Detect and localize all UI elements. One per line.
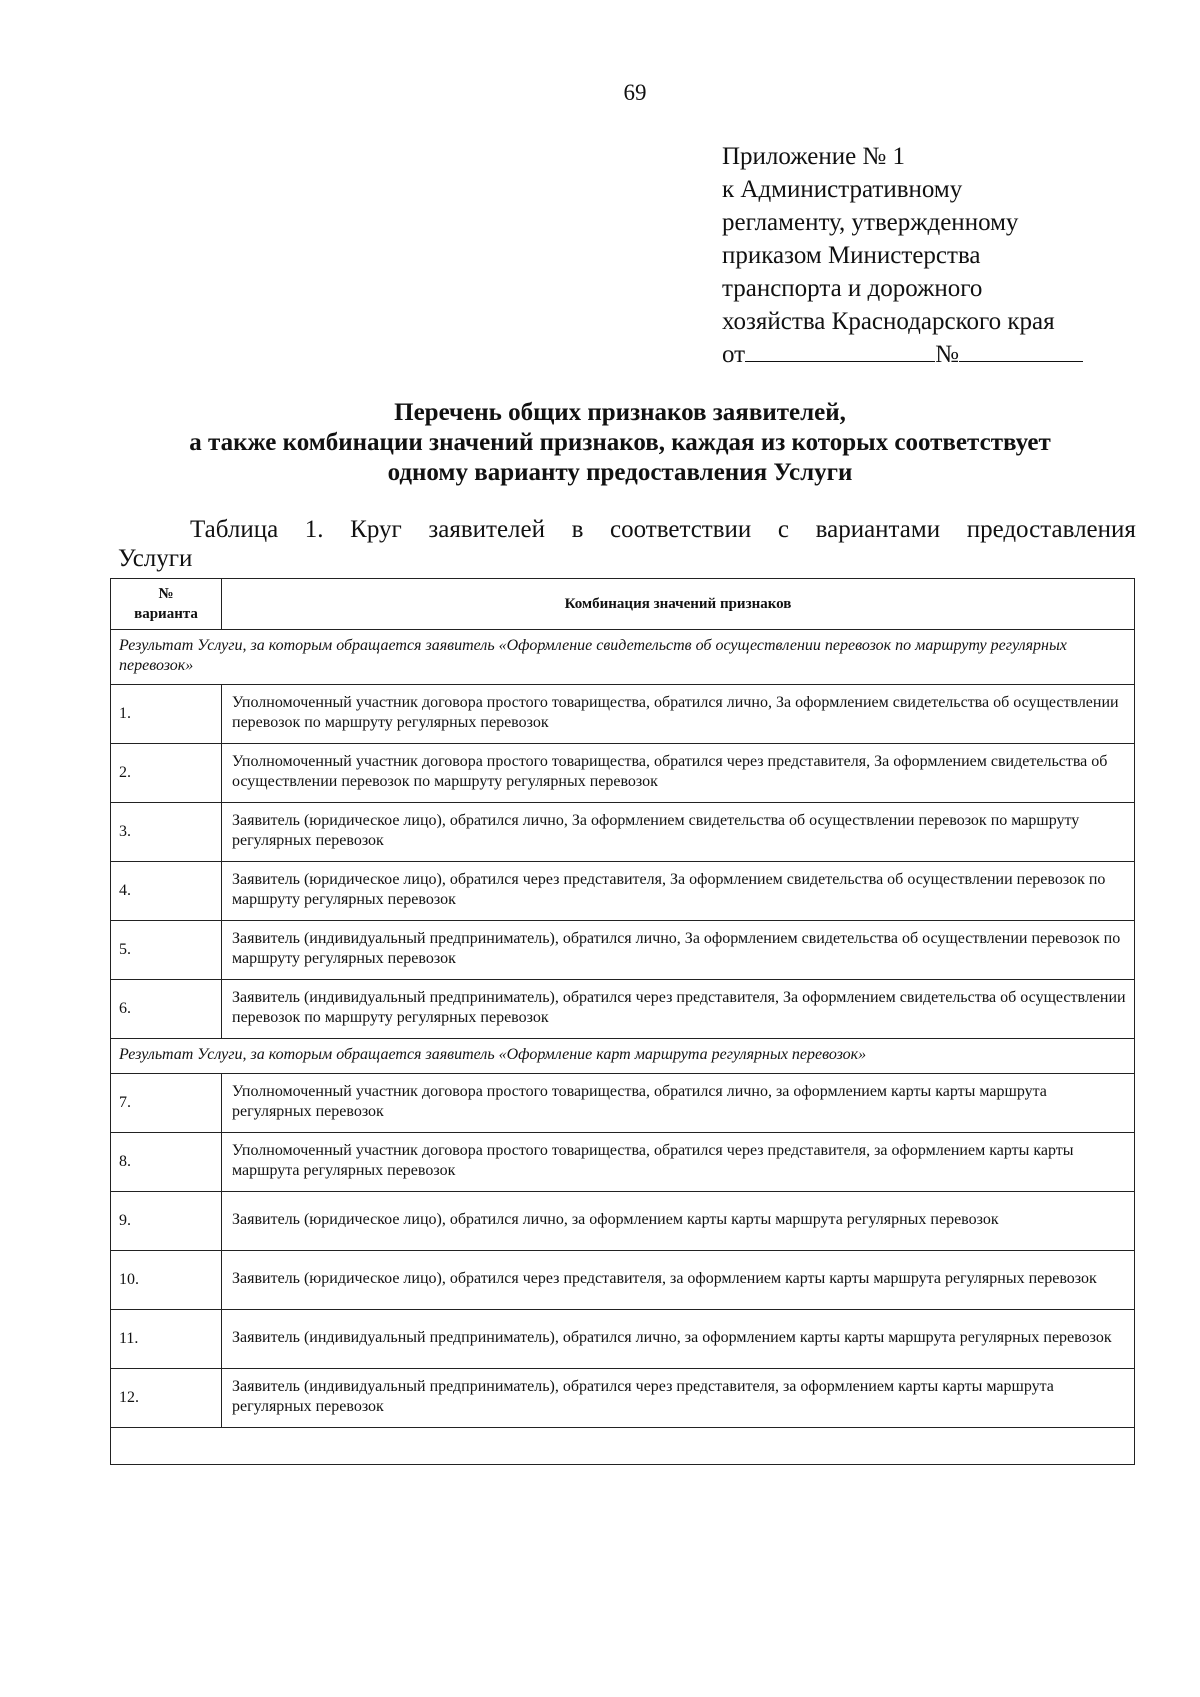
variant-combination: Уполномоченный участник договора простого товарищества, обратился лично, За оформлением свидетельства об осуществлении перевозок по маршруту регулярных перевозок — [222, 685, 1135, 744]
section-row — [111, 1039, 1135, 1074]
variant-number: 3. — [111, 803, 222, 862]
header-number-sign: № — [158, 586, 174, 602]
variant-number: 4. — [111, 862, 222, 921]
caption-word: 1. — [304, 516, 324, 543]
caption-word: Таблица — [190, 516, 279, 543]
variant-combination: Уполномоченный участник договора простого товарищества, обратился через представителя, за оформлением карты карты маршрута регулярных перевозок — [222, 1133, 1135, 1192]
caption-line — [118, 515, 1136, 544]
caption-word: вариантами — [815, 516, 941, 543]
combination-header: Комбинация значений признаков — [222, 579, 1135, 630]
table-row — [111, 1251, 1135, 1310]
section-title: Результат Услуги, за которым обращается заявитель «Оформление свидетельств об осуществлении перевозок по маршруту регулярных перевозок» — [111, 630, 1135, 685]
variant-combination: Заявитель (юридическое лицо), обратился через представителя, За оформлением свидетельства об осуществлении перевозок по маршруту регулярных перевозок — [222, 862, 1135, 921]
caption-word: предоставления — [966, 516, 1136, 543]
variant-combination: Заявитель (индивидуальный предприниматель), обратился лично, за оформлением карты карты маршрута регулярных перевозок — [222, 1310, 1135, 1369]
title-line: Перечень общих признаков заявителей, — [394, 399, 846, 426]
appendix-date-number-line — [722, 338, 1122, 371]
table-row — [111, 803, 1135, 862]
variant-combination: Заявитель (юридическое лицо), обратился через представителя, за оформлением карты карты маршрута регулярных перевозок — [222, 1251, 1135, 1310]
number-label: № — [935, 341, 959, 368]
variant-number-header — [111, 579, 222, 630]
applicants-table-wrap — [110, 578, 1135, 1465]
variant-combination: Заявитель (юридическое лицо), обратился лично, за оформлением карты карты маршрута регулярных перевозок — [222, 1192, 1135, 1251]
empty-cell — [111, 1428, 1135, 1465]
variant-combination: Заявитель (индивидуальный предприниматель), обратился лично, За оформлением свидетельства об осуществлении перевозок по маршруту регулярных перевозок — [222, 921, 1135, 980]
variant-number: 8. — [111, 1133, 222, 1192]
section-row — [111, 630, 1135, 685]
variant-combination: Заявитель (юридическое лицо), обратился лично, За оформлением свидетельства об осуществлении перевозок по маршруту регулярных перевозок — [222, 803, 1135, 862]
variant-number: 12. — [111, 1369, 222, 1428]
number-blank — [959, 339, 1083, 362]
appendix-line: регламенту, утвержденному — [722, 209, 1019, 236]
appendix-line: к Административному — [722, 176, 963, 203]
table-row — [111, 744, 1135, 803]
variant-number: 1. — [111, 685, 222, 744]
appendix-line: Приложение № 1 — [722, 143, 906, 170]
variant-number: 5. — [111, 921, 222, 980]
variant-number: 10. — [111, 1251, 222, 1310]
table-row — [111, 1074, 1135, 1133]
header-variant-label: варианта — [134, 606, 198, 622]
date-blank — [745, 339, 935, 362]
appendix-line: приказом Министерства — [722, 242, 981, 269]
variant-number: 2. — [111, 744, 222, 803]
table-row — [111, 1310, 1135, 1369]
title-line: а также комбинации значений признаков, каждая из которых соответствует — [189, 429, 1051, 456]
from-label: от — [722, 341, 746, 368]
variant-combination: Уполномоченный участник договора простого товарищества, обратился лично, за оформлением карты карты маршрута регулярных перевозок — [222, 1074, 1135, 1133]
variant-combination: Заявитель (индивидуальный предприниматель), обратился через представителя, За оформлением свидетельства об осуществлении перевозок по маршруту регулярных перевозок — [222, 980, 1135, 1039]
variant-number: 9. — [111, 1192, 222, 1251]
variant-combination: Уполномоченный участник договора простого товарищества, обратился через представителя, За оформлением свидетельства об осуществлении перевозок по маршруту регулярных перевозок — [222, 744, 1135, 803]
title-line: одному варианту предоставления Услуги — [387, 459, 853, 486]
table-row — [111, 921, 1135, 980]
caption-word: с — [777, 516, 790, 543]
appendix-line: хозяйства Краснодарского края — [722, 308, 1055, 335]
page-number: 69 — [623, 80, 647, 105]
table-row — [111, 980, 1135, 1039]
caption-word: в — [571, 516, 584, 543]
variant-number: 7. — [111, 1074, 222, 1133]
table-row — [111, 1192, 1135, 1251]
document-title — [120, 398, 1120, 488]
variant-number: 6. — [111, 980, 222, 1039]
table-row — [111, 862, 1135, 921]
section-title: Результат Услуги, за которым обращается заявитель «Оформление карт маршрута регулярных перевозок» — [111, 1039, 1135, 1074]
caption-word: заявителей — [428, 516, 545, 543]
caption-word: соответствии — [610, 516, 752, 543]
table-row — [111, 1133, 1135, 1192]
table-row — [111, 1369, 1135, 1428]
variant-combination: Заявитель (индивидуальный предприниматель), обратился через представителя, за оформлением карты карты маршрута регулярных перевозок — [222, 1369, 1135, 1428]
table-caption — [118, 515, 1136, 573]
caption-word: Круг — [350, 516, 402, 543]
caption-line: Услуги — [118, 545, 193, 572]
table-header-row — [111, 579, 1135, 630]
empty-table-row — [111, 1428, 1135, 1465]
table-row — [111, 685, 1135, 744]
applicants-table — [110, 578, 1135, 1465]
appendix-block — [722, 140, 1122, 371]
variant-number: 11. — [111, 1310, 222, 1369]
appendix-line: транспорта и дорожного — [722, 275, 983, 302]
